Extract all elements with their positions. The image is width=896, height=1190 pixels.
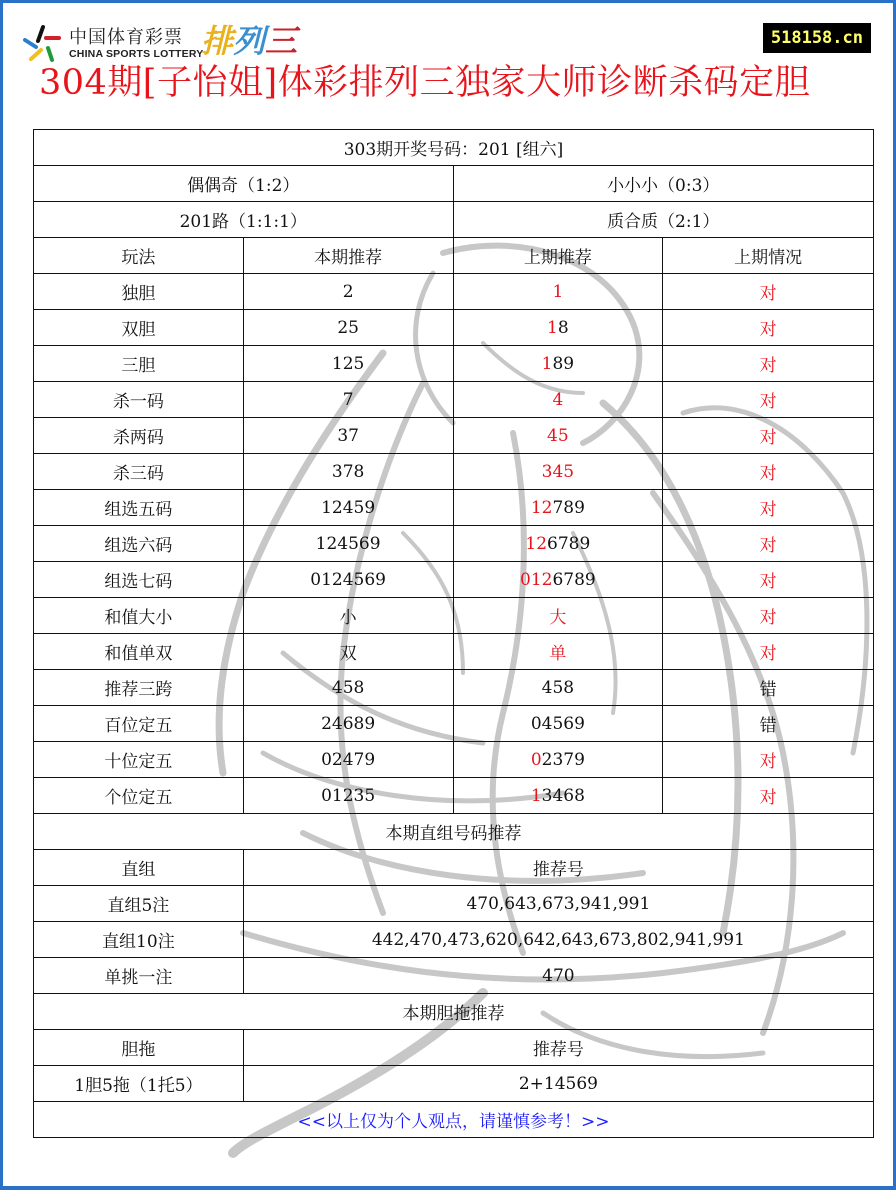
play-type: 十位定五 [34, 742, 244, 778]
table-row [34, 274, 874, 310]
prediction-rows [34, 274, 874, 814]
previous-other-digits: 3468 [541, 785, 585, 806]
previous-hit-digits: 45 [547, 425, 569, 446]
previous-hit-digits: 12 [525, 533, 548, 554]
table-row [34, 346, 874, 382]
direct-header-value: 推荐号 [243, 850, 873, 886]
play-type: 和值大小 [34, 598, 244, 634]
table-header-row [34, 238, 874, 274]
previous-other-digits: 6789 [552, 569, 596, 590]
table-row [34, 670, 874, 706]
table-row [34, 526, 874, 562]
column-header-result: 上期情况 [663, 238, 874, 274]
previous-other-digits: 789 [552, 497, 585, 518]
play-type: 杀三码 [34, 454, 244, 490]
current-recommendation: 双 [243, 634, 453, 670]
table-row [34, 634, 874, 670]
play-type: 双胆 [34, 310, 244, 346]
previous-hit-digits: 345 [541, 461, 575, 482]
current-recommendation: 0124569 [243, 562, 453, 598]
current-recommendation: 25 [243, 310, 453, 346]
table-row [34, 310, 874, 346]
table-row [34, 382, 874, 418]
previous-hit-digits: 大 [549, 608, 567, 628]
previous-hit-digits: 1 [530, 785, 542, 806]
play-type: 独胆 [34, 274, 244, 310]
previous-recommendation [453, 490, 663, 526]
previous-result: 对 [663, 310, 874, 346]
previous-result: 对 [663, 490, 874, 526]
direct-section-title: 本期直组号码推荐 [34, 814, 874, 850]
previous-recommendation [453, 778, 663, 814]
play-type: 和值单双 [34, 634, 244, 670]
play-type: 百位定五 [34, 706, 244, 742]
game-name-logo [201, 21, 297, 61]
draw-result: 303期开奖号码：201 [组六] [34, 130, 874, 166]
play-type: 个位定五 [34, 778, 244, 814]
previous-recommendation [453, 742, 663, 778]
draw-result-row [34, 130, 874, 166]
previous-recommendation [453, 346, 663, 382]
play-type: 组选七码 [34, 562, 244, 598]
drag-header-label: 胆拖 [34, 1030, 244, 1066]
previous-recommendation [453, 634, 663, 670]
direct-label: 直组5注 [34, 886, 244, 922]
current-recommendation: 378 [243, 454, 453, 490]
lottery-star-icon [21, 23, 63, 63]
table-row [34, 706, 874, 742]
previous-hit-digits: 4 [552, 389, 564, 410]
previous-recommendation [453, 706, 663, 742]
prediction-table [33, 129, 874, 1138]
previous-result: 对 [663, 418, 874, 454]
table-row [34, 742, 874, 778]
previous-result: 对 [663, 742, 874, 778]
previous-result: 对 [663, 382, 874, 418]
previous-recommendation [453, 670, 663, 706]
prime-pattern: 质合质（2:1） [453, 202, 874, 238]
column-header-current: 本期推荐 [243, 238, 453, 274]
current-recommendation: 01235 [243, 778, 453, 814]
table-row [34, 778, 874, 814]
current-recommendation: 37 [243, 418, 453, 454]
previous-other-digits: 04569 [530, 713, 585, 734]
game-char-3: 三 [265, 22, 298, 60]
direct-value: 470,643,673,941,991 [243, 886, 873, 922]
previous-result: 对 [663, 454, 874, 490]
footer-note-row [34, 1102, 874, 1138]
current-recommendation: 458 [243, 670, 453, 706]
previous-other-digits: 458 [541, 677, 575, 698]
current-recommendation: 02479 [243, 742, 453, 778]
previous-recommendation [453, 310, 663, 346]
table-row [34, 562, 874, 598]
previous-recommendation [453, 454, 663, 490]
previous-hit-digits: 1 [541, 353, 553, 374]
direct-header-label: 直组 [34, 850, 244, 886]
previous-result: 错 [663, 670, 874, 706]
previous-recommendation [453, 526, 663, 562]
play-type: 组选五码 [34, 490, 244, 526]
size-pattern: 小小小（0:3） [453, 166, 874, 202]
site-badge[interactable]: 518158.cn [763, 23, 871, 53]
previous-result: 对 [663, 274, 874, 310]
previous-other-digits: 2379 [541, 749, 585, 770]
column-header-play: 玩法 [34, 238, 244, 274]
table-row [34, 454, 874, 490]
table-row [34, 490, 874, 526]
current-recommendation: 24689 [243, 706, 453, 742]
table-row [34, 886, 874, 922]
play-type: 三胆 [34, 346, 244, 382]
previous-recommendation [453, 562, 663, 598]
play-type: 组选六码 [34, 526, 244, 562]
previous-hit-digits: 012 [520, 569, 553, 590]
drag-label: 1胆5拖（1托5） [34, 1066, 244, 1102]
drag-value: 2+14569 [243, 1066, 873, 1102]
previous-other-digits: 8 [557, 317, 569, 338]
current-recommendation: 2 [243, 274, 453, 310]
summary-row-2 [34, 202, 874, 238]
previous-hit-digits: 0 [530, 749, 542, 770]
previous-result: 对 [663, 634, 874, 670]
direct-label: 直组10注 [34, 922, 244, 958]
drag-section-title-row [34, 994, 874, 1030]
current-recommendation: 125 [243, 346, 453, 382]
table-row [34, 598, 874, 634]
previous-result: 对 [663, 346, 874, 382]
previous-result: 错 [663, 706, 874, 742]
game-char-2: 列 [233, 22, 266, 60]
play-type: 杀一码 [34, 382, 244, 418]
table-row [34, 418, 874, 454]
current-recommendation: 小 [243, 598, 453, 634]
table-row [34, 958, 874, 994]
table-row [34, 922, 874, 958]
logo-en-text: CHINA SPORTS LOTTERY [69, 48, 204, 60]
column-header-previous: 上期推荐 [453, 238, 663, 274]
previous-recommendation [453, 418, 663, 454]
previous-other-digits: 6789 [547, 533, 591, 554]
previous-hit-digits: 1 [547, 317, 558, 338]
previous-recommendation [453, 382, 663, 418]
drag-header-row [34, 1030, 874, 1066]
summary-row-1 [34, 166, 874, 202]
previous-result: 对 [663, 526, 874, 562]
current-recommendation: 12459 [243, 490, 453, 526]
previous-hit-digits: 单 [549, 644, 567, 664]
direct-section-title-row [34, 814, 874, 850]
table-row [34, 1066, 874, 1102]
current-recommendation: 124569 [243, 526, 453, 562]
direct-value: 442,470,473,620,642,643,673,802,941,991 [243, 922, 873, 958]
play-type: 杀两码 [34, 418, 244, 454]
previous-recommendation [453, 598, 663, 634]
footer-note: <<以上仅为个人观点，请谨慎参考！>> [34, 1102, 874, 1138]
page-title: 304期[子怡姐]体彩排列三独家大师诊断杀码定胆 [39, 63, 811, 103]
game-char-1: 排 [201, 22, 234, 60]
previous-result: 对 [663, 562, 874, 598]
previous-hit-digits: 12 [530, 497, 553, 518]
previous-hit-digits: 1 [552, 281, 564, 302]
parity-pattern: 偶偶奇（1:2） [34, 166, 454, 202]
direct-value: 470 [243, 958, 873, 994]
drag-header-value: 推荐号 [243, 1030, 873, 1066]
current-recommendation: 7 [243, 382, 453, 418]
direct-header-row [34, 850, 874, 886]
play-type: 推荐三跨 [34, 670, 244, 706]
route-pattern: 201路（1:1:1） [34, 202, 454, 238]
previous-result: 对 [663, 778, 874, 814]
previous-result: 对 [663, 598, 874, 634]
logo-cn-text: 中国体育彩票 [69, 27, 183, 48]
direct-label: 单挑一注 [34, 958, 244, 994]
previous-other-digits: 89 [552, 353, 575, 374]
drag-section-title: 本期胆拖推荐 [34, 994, 874, 1030]
china-sports-lottery-logo [21, 21, 321, 63]
previous-recommendation [453, 274, 663, 310]
